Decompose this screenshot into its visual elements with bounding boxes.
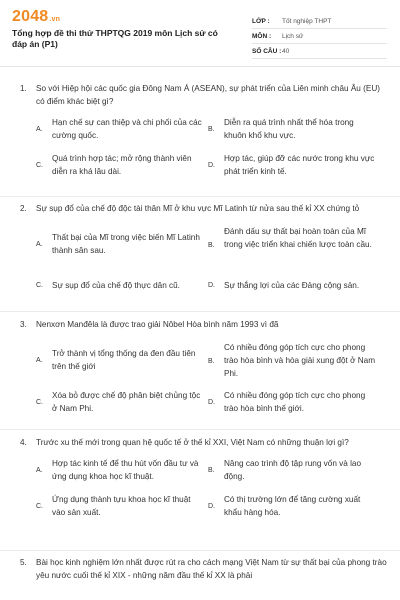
question-number: 2.	[20, 204, 27, 213]
site-logo[interactable]: 2048.vn	[12, 8, 61, 25]
question-stem: Trước xu thế mới trong quan hệ quốc tế ở thế kỉ XXI, Việt Nam có những thuận lợi gì?	[36, 438, 349, 447]
exam-meta	[252, 14, 387, 59]
divider	[0, 550, 400, 551]
meta-row-subject: MÔN : Lịch sử	[252, 29, 387, 44]
question-stem: Sự sụp đổ của chế độ độc tài thân Mĩ ở khu vực Mĩ Latinh từ nửa sau thế kỉ XX chứng tỏ	[36, 204, 360, 213]
question-number: 5.	[20, 558, 27, 567]
question-1: 1. So với Hiệp hội các quốc gia Đông Nam Á (ASEAN), sự phát triển của Liên minh châu Âu (EU) có điểm khác biệt gì? A. Hạn chế sự can thiệp và chi phối của các cường quốc. B. Diễn ra quá trình nhất thể hóa trong khuôn khổ khu vực. C. Quá trình hợp tác; mở rộng thành viên diễn ra khá lâu dài. D. Hợp tác, giúp đỡ các nước trong khu vực phát triển kinh tế.	[12, 82, 390, 116]
question-3: 3. Nenxơn Manđêla là được trao giải Nôbel Hòa bình năm 1993 vì đã A. Trở thành vị tổng thống da đen đầu tiên trên thế giới B. Có nhiều đóng góp tích cực cho phong trào hòa bình và hòa giải xung đột ở Nam Phi. C. Xóa bỏ được chế độ phân biệt chủng tộc ở Nam Phi. D. Có nhiều đóng góp tích cực cho phong trào hòa bình thế giới.	[12, 318, 390, 341]
page-title: Tổng hợp đề thi thử THPTQG 2019 môn Lịch sử có đáp án (P1)	[12, 28, 218, 49]
question-number: 3.	[20, 320, 27, 329]
question-stem: Bài học kinh nghiệm lớn nhất được rút ra cho cách mạng Việt Nam từ sự thất bại của phong trào yêu nước cuối thế kỉ XIX - những năm đầu thế kỉ XX là phải	[36, 558, 387, 580]
divider	[0, 311, 400, 312]
question-number: 1.	[20, 84, 27, 93]
question-number: 4.	[20, 438, 27, 447]
meta-row-count: SỐ CÂU : 40	[252, 44, 387, 59]
question-5	[12, 556, 390, 582]
meta-row-class: LỚP : Tốt nghiệp THPT	[252, 14, 387, 29]
question-stem: Nenxơn Manđêla là được trao giải Nôbel Hòa bình năm 1993 vì đã	[36, 320, 279, 329]
divider	[0, 196, 400, 197]
question-4: 4. Trước xu thế mới trong quan hệ quốc tế ở thế kỉ XXI, Việt Nam có những thuận lợi gì? A. Hợp tác kinh tế để thu hút vốn đầu tư và ứng dụng khoa học kĩ thuật. B. Nâng cao trình độ tập rung vốn và lao động. C. Ứng dụng thành tựu khoa học kĩ thuật vào sản xuất. D. Có thị trường lớn để tăng cường xuất khẩu hàng hóa.	[12, 436, 390, 457]
question-2: 2. Sự sụp đổ của chế độ độc tài thân Mĩ ở khu vực Mĩ Latinh từ nửa sau thế kỉ XX chứng tỏ A. Thất bại của Mĩ trong việc biến Mĩ Latinh thành sân sau. B. Đánh dấu sự thất bại hoàn toàn của Mĩ trong việc triển khai chiến lược toàn cầu. C. Sự sụp đổ của chế độ thực dân cũ. D. Sự thắng lợi của các Đảng cộng sản.	[12, 202, 390, 225]
question-stem: So với Hiệp hội các quốc gia Đông Nam Á (ASEAN), sự phát triển của Liên minh châu Âu (EU) có điểm khác biệt gì?	[36, 84, 380, 106]
page-header	[0, 0, 400, 67]
divider	[0, 429, 400, 430]
